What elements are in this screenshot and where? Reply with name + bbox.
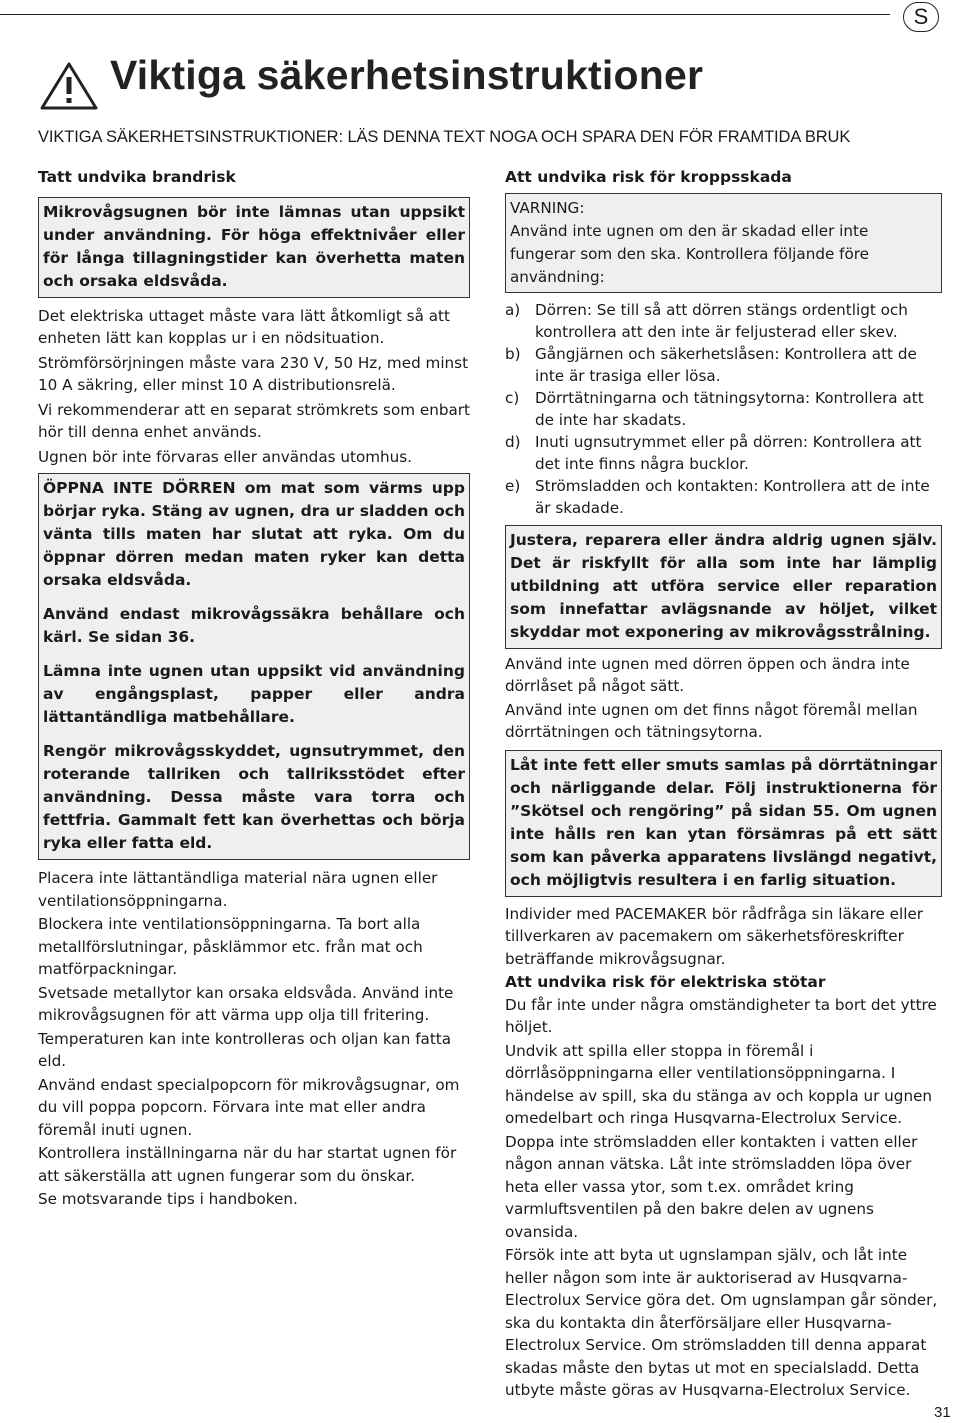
left-paragraph: Vi rekommenderar att en separat strömkrets som enbart hör till denna enhet används. [38,400,470,441]
left-paragraph: Kontrollera inställningarna när du har startat ugnen för att säkerställa att ugnen fungerar som du önskar. [38,1144,457,1185]
left-paragraph: Ugnen bör inte förvaras eller användas utomhus. [38,447,413,466]
box-paragraph: Lämna inte ugnen utan uppsikt vid användning av engångsplast, papper eller andra lättantändliga matbehållare. [43,662,465,726]
repair-warning-text: Justera, reparera eller ändra aldrig ugnen själv. Det är riskfyllt för alla som inte har lämplig utbildning att utföra service eller reparation som innefattar avlägsnande av höljet, vilket skyddar mot exponering av mikrovågsstrålning. [510,530,937,641]
header-rule [0,14,890,15]
left-paragraph: Det elektriska uttaget måste vara lätt åtkomligt så att enheten lätt kan kopplas ur i en nödsituation. [38,306,450,347]
left-paragraph: Se motsvarande tips i handboken. [38,1190,298,1208]
section-heading-injury: Att undvika risk för kroppsskada [505,168,792,186]
warning-triangle-icon [38,60,100,112]
left-paragraph: Strömförsörjningen måste vara 230 V, 50 Hz, med minst 10 A säkring, eller minst 10 A distributionsrelä. [38,353,469,394]
right-paragraph: Använd inte ugnen med dörren öppen och ändra inte dörrlåset på något sätt. [505,654,910,695]
fire-warning-box [38,197,470,298]
right-paragraph: Använd inte ugnen om det finns något föremål mellan dörrtätningen och tätningsytorna. [505,700,918,741]
box-paragraph: Rengör mikrovågsskyddet, ugnsutrymmet, den roterande tallriken och tallriksstödet efter användning. Dessa måste vara torra och fettfria. Gammalt fett kan överhettas och börja ryka eller fatta eld. [43,742,465,852]
left-paragraph: Svetsade metallytor kan orsaka eldsvåda. Använd inte mikrovågsugnen för att värma upp olja till fritering. [38,983,454,1024]
language-badge: S [903,2,939,32]
right-paragraph: Försök inte att byta ut ugnslampan själv, och låt inte heller någon som inte är auktoriserad av Husqvarna-Electrolux Service göra det. Om ugnslampan går sönder, ska du kontakta din återförsäljare eller Husqvarna-Electrolux Service. Om strömsladden till denna apparat skadas måste den bytas ut mot en specialsladd. Detta utbyte måste göras av Husqvarna-Electrolux Service. [505,1246,938,1399]
box-paragraph: ÖPPNA INTE DÖRREN om mat som värms upp börjar ryka. Stäng av ugnen, dra ur sladden och vänta tills maten har slutat att ryka. Om du öppnar dörren medan maten ryker kan detta orsaka eldsvåda. [43,479,465,589]
warning-label: VARNING: [510,198,585,217]
list-item: a) Dörren: Se till så att dörren stängs ordentligt och kontrollera att den inte är feljusterad eller skev. [505,300,908,341]
left-paragraph: Temperaturen kan inte kontrolleras och oljan kan fatta eld. [38,1029,452,1070]
right-paragraph: Undvik att spilla eller stoppa in föremål i dörrlåsöppningarna eller ventilationsöppningarna. I händelse av spill, ska du stänga av och koppla ur ugnen omedelbart och ringa Husqvarna-Electrolux Service. [505,1041,933,1127]
cleaning-warning-box [505,750,942,897]
left-paragraph: Blockera inte ventilationsöppningarna. Ta bort alla metallförslutningar, påsklämmor etc. från mat och matförpackningar. [38,915,423,978]
right-column [505,166,942,1402]
right-paragraph: Doppa inte strömsladden eller kontakten i vatten eller någon annan vätska. Låt inte strömsladden löpa över heta eller vassa ytor, som t.ex. området kring varmluftsventilen på den bakre delen av ugnens ovansida. [505,1132,918,1241]
list-item: d) Inuti ugnsutrymmet eller på dörren: Kontrollera att det inte finns några bucklor. [505,432,922,473]
left-paragraph: Använd endast specialpopcorn för mikrovågsugnar, om du vill poppa popcorn. Förvara inte mat eller andra föremål inuti ugnen. [38,1075,460,1139]
left-paragraph: Placera inte lättantändliga material nära ugnen eller ventilationsöppningarna. [38,869,438,910]
list-item: e) Strömsladden och kontakten: Kontrollera att de inte är skadade. [505,476,930,517]
pacemaker-paragraph: Individer med PACEMAKER bör rådfråga sin läkare eller tillverkaren av pacemakern om säkerhetsföreskrifter beträffande mikrovågsugnar. [505,904,924,968]
section-heading-electric: Att undvika risk för elektriska stötar [505,973,826,991]
cleaning-warning-text: Låt inte fett eller smuts samlas på dörrtätningar och närliggande delar. Följ instruktionerna för ”Skötsel och rengöring” på sidan 55. Om ugnen inte hålls ren kan ytan försämras på ett sätt som kan påverka apparatens livslängd negativt, och möjligtvis resultera i en farlig situation. [510,755,937,889]
repair-warning-box [505,525,942,649]
list-item: c) Dörrtätningarna och tätningsytorna: Kontrollera att de inte har skadats. [505,388,924,429]
warning-box [505,193,942,293]
fire-warning-text: Mikrovågsugnen bör inte lämnas utan uppsikt under användning. För höga effektnivåer eller för långa tillagningstider kan överhetta maten och orsaka eldsvåda. [43,202,465,290]
page-number: 31 [934,1404,951,1421]
box-paragraph: Använd endast mikrovågssäkra behållare och kärl. Se sidan 36. [43,605,465,646]
page-subtitle: VIKTIGA SÄKERHETSINSTRUKTIONER: LÄS DENNA TEXT NOGA OCH SPARA DEN FÖR FRAMTIDA BRUK [38,128,851,146]
left-column [38,166,470,1211]
page-title: Viktiga säkerhetsinstruktioner [110,52,704,98]
right-paragraph: Du får inte under några omständigheter ta bort det yttre höljet. [505,995,937,1036]
door-warning-box [38,473,470,860]
section-heading-fire: Tatt undvika brandrisk [38,168,236,186]
list-item: b) Gångjärnen och säkerhetslåsen: Kontrollera att de inte är trasiga eller lösa. [505,344,917,385]
warning-text: Använd inte ugnen om den är skadad eller inte fungerar som den ska. Kontrollera följande före användning: [510,221,870,286]
inspection-checklist [505,299,942,519]
